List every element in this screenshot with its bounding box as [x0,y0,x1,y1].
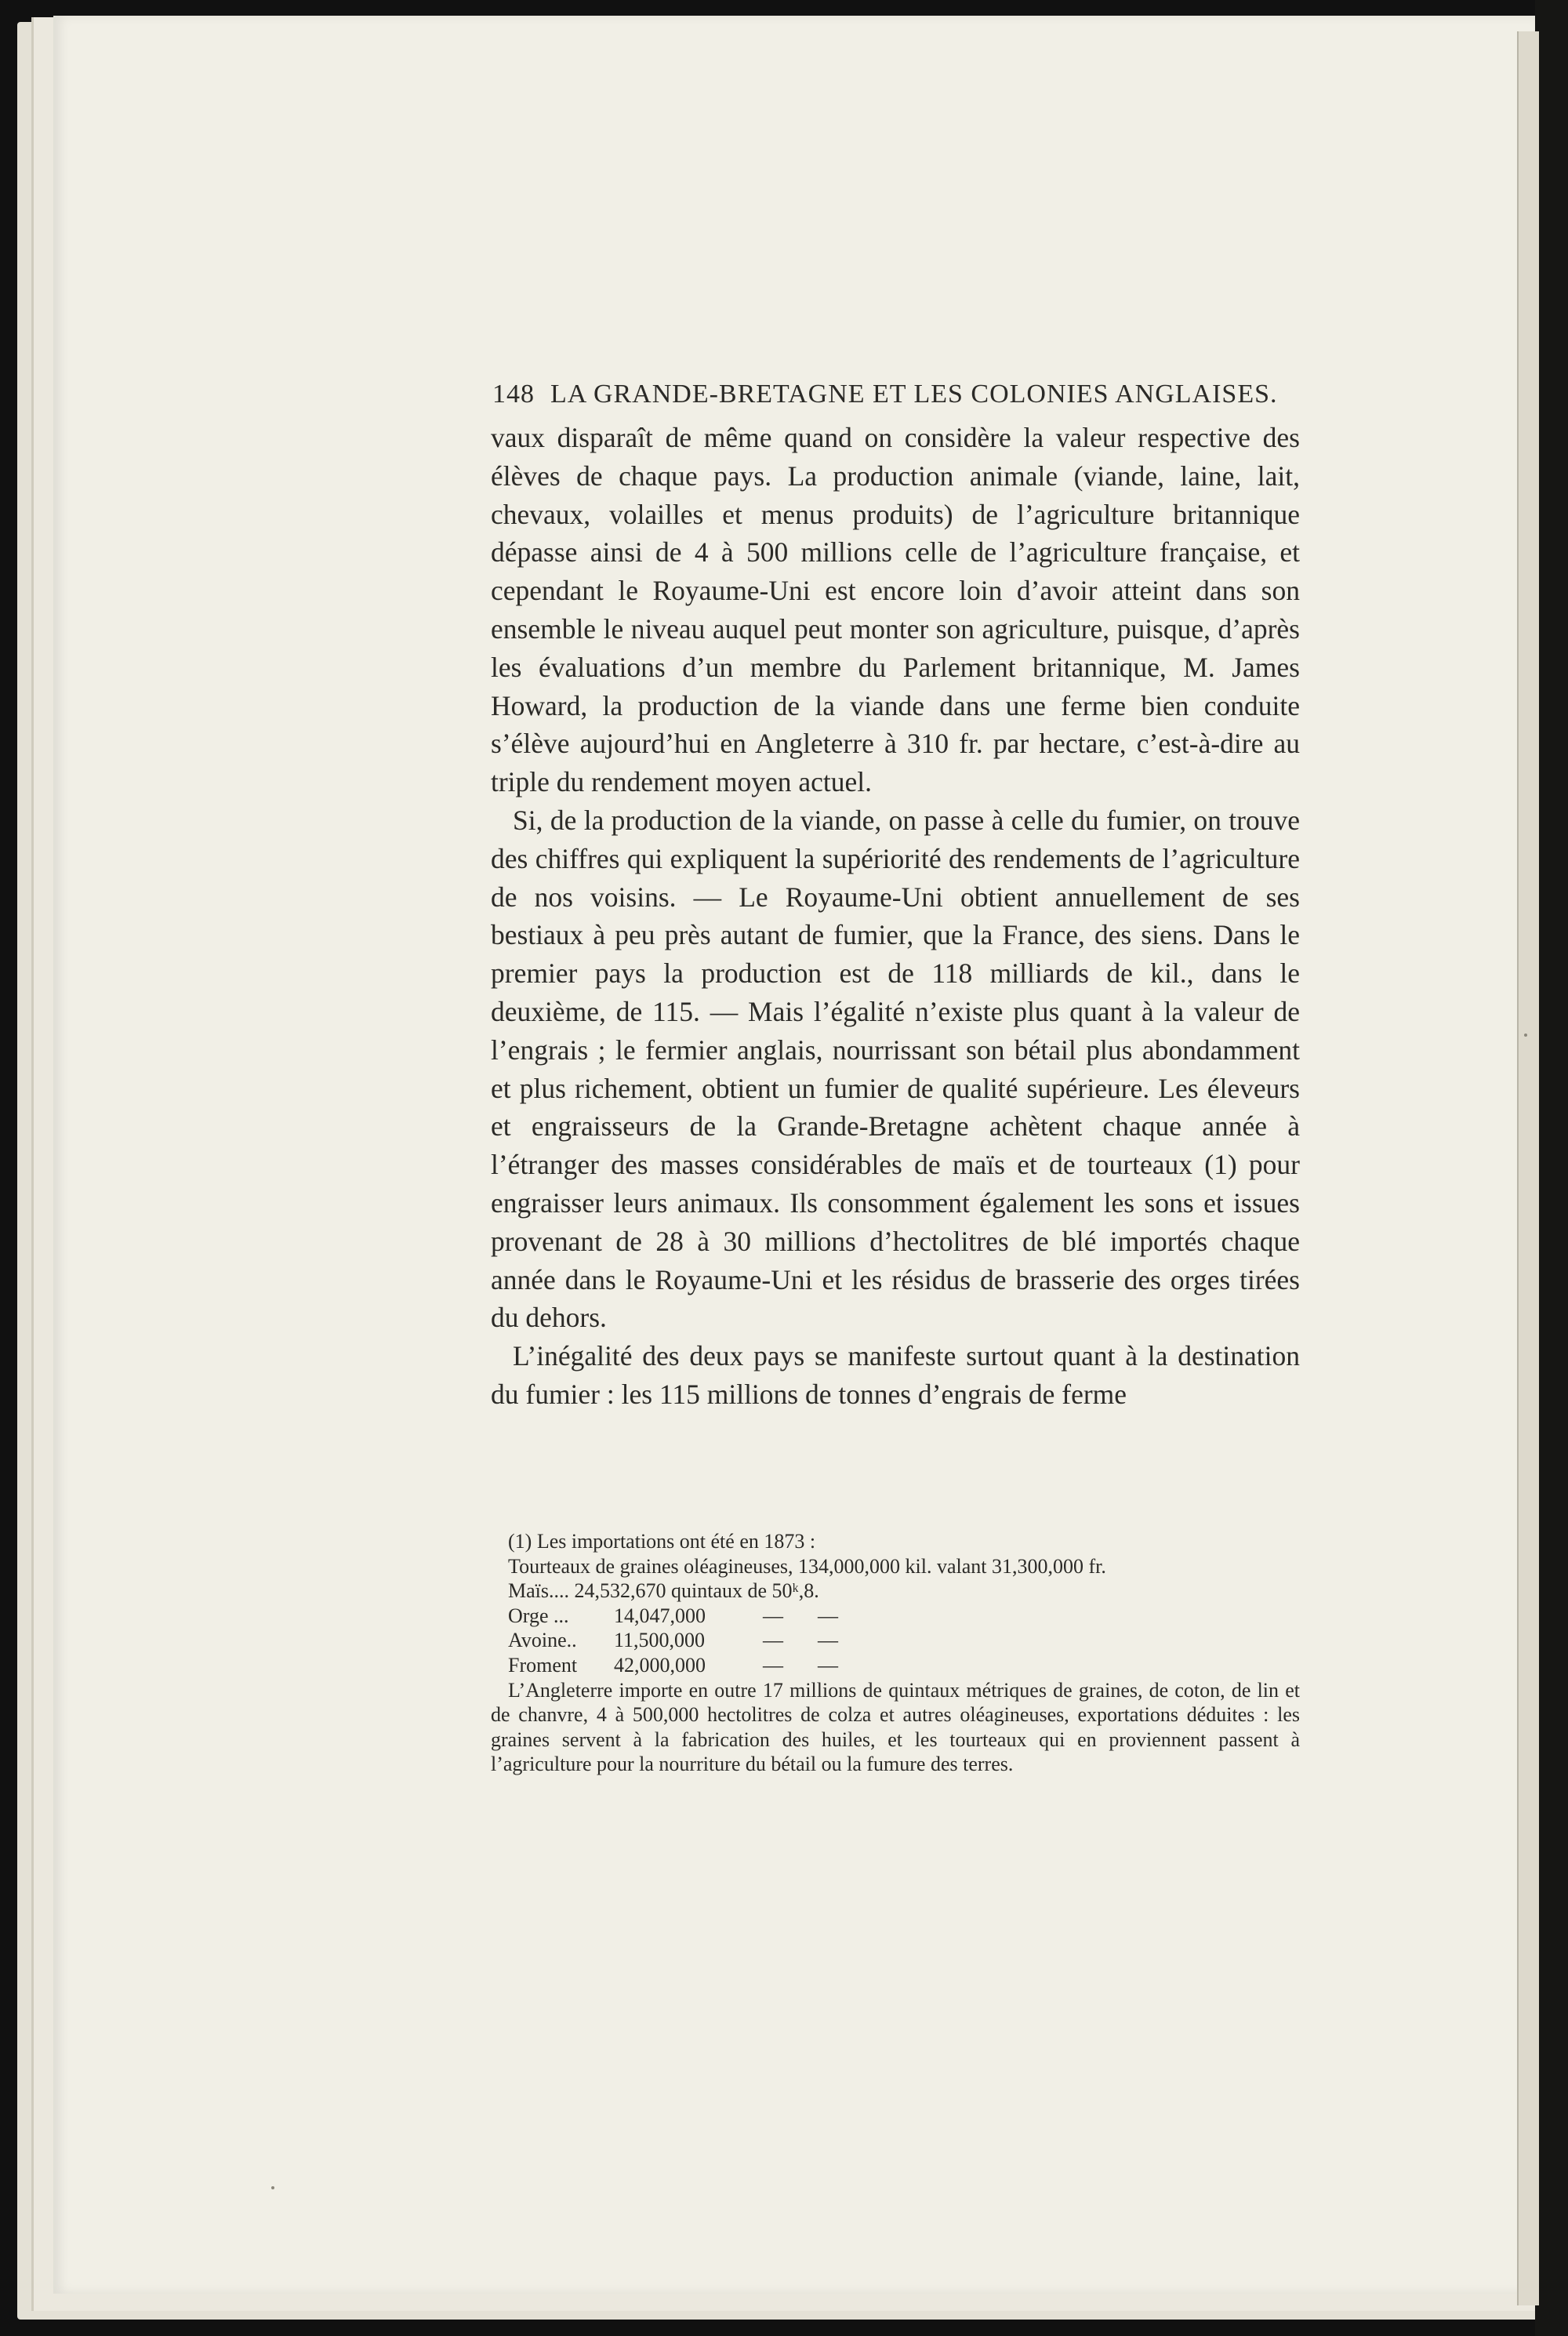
page-speck [1524,1034,1527,1037]
page-number: 148 [492,380,535,409]
footnote-tourteaux: Tourteaux de graines oléagineuses, 134,000,000 kil. valant 31,300,000 fr. [508,1554,1106,1578]
row-label: Froment [508,1653,578,1677]
right-binding-shadow [1535,0,1568,2336]
row-ditto: — [818,1629,838,1652]
row-ditto: — [818,1604,838,1627]
row-ditto: — [763,1653,783,1677]
running-head [492,380,1278,411]
row-value: 11,500,000 [614,1629,706,1652]
footnote-mais: Maïs.... 24,532,670 quintaux de 50ᵏ,8. [508,1579,819,1603]
row-ditto: — [763,1629,783,1652]
footnote [491,1529,1300,1777]
row-label: Orge ... [508,1604,569,1627]
paragraph-1: vaux disparaît de même quand on considère la valeur respective des élèves de chaque pays. La production animale (viande, laine, lait, chevaux, volailles et menus produits) de l’agriculture britannique dépasse ainsi de 4 à 500 millions celle de l’agriculture française, et cependant le Royaume-Uni est encore loin d’avoir atteint dans son ensemble le niveau auquel peut monter son agriculture, puisque, d’après les évaluations d’un membre du Parlement britannique, M. James Howard, la production de la viande dans une ferme bien conduite s’élève aujourd’hui en Angleterre à 310 fr. par hectare, c’est-à-dire au triple du rendement moyen actuel. [491,422,1300,798]
row-ditto: — [818,1653,838,1677]
row-label: Avoine.. [508,1629,577,1652]
paragraph-2: Si, de la production de la viande, on passe à celle du fumier, on trouve des chiffres qui expliquent la supériorité des rendements de l’agriculture de nos voisins. — Le Royaume-Uni obtient annuellement de ses bestiaux à peu près autant de fumier, que la France, des siens. Dans le premier pays la production est de 118 milliards de kil., dans le deuxième, de 115. — Mais l’égalité n’existe plus quant à la valeur de l’engrais ; le fermier anglais, nourrissant son bétail plus abondamment et plus richement, obtient un fumier de qualité supérieure. Les éleveurs et engraisseurs de la Grande-Bretagne achètent chaque année à l’étranger des masses considérables de maïs et de tourteaux (1) pour engraisser leurs animaux. Ils consomment également les sons et issues provenant de 28 à 30 millions d’hectolitres de blé importés chaque année dans le Royaume-Uni et les résidus de brasserie des orges tirées du dehors. [491,804,1300,1334]
adjacent-page-edge [1517,31,1539,2305]
body-text [491,419,1300,1414]
row-value: 42,000,000 [614,1653,706,1677]
row-ditto: — [763,1604,783,1627]
paragraph-3: L’inégalité des deux pays se manifeste surtout quant à la destination du fumier : les 115 millions de tonnes d’engrais de ferme [491,1340,1300,1410]
footnote-closing: L’Angleterre importe en outre 17 millions de quintaux métriques de graines, de coton, de lin et de chanvre, 4 à 500,000 hectolitres de colza et autres oléagineuses, exportations déduites : les graines servent à la fabrication des huiles, et les tourteaux qui en proviennent passent à l’agriculture pour la nourriture du bétail ou la fumure des terres. [491,1678,1300,1776]
footnote-row [491,1628,1300,1653]
footnote-row [491,1653,1300,1678]
footnote-intro: (1) Les importations ont été en 1873 : [508,1530,816,1553]
row-value: 14,047,000 [614,1604,706,1627]
footnote-row [491,1604,1300,1629]
running-head-title: LA GRANDE-BRETAGNE ET LES COLONIES ANGLAISES. [550,380,1278,409]
page-speck [271,2186,274,2189]
